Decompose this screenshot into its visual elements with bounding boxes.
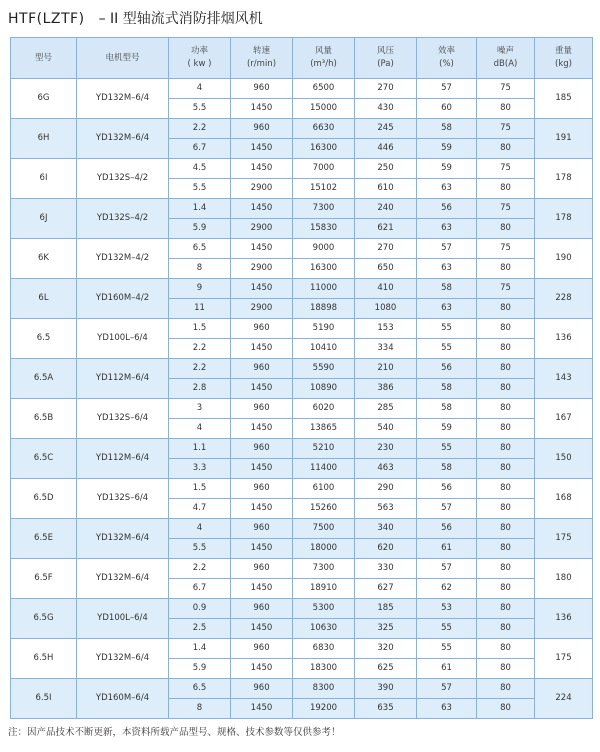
cell-speed: 960 — [231, 319, 293, 339]
cell-efficiency: 55 — [417, 639, 477, 659]
cell-efficiency: 57 — [417, 79, 477, 99]
cell-weight: 175 — [535, 639, 593, 679]
cell-airflow: 15830 — [293, 219, 355, 239]
cell-power: 1.5 — [169, 319, 231, 339]
cell-pressure: 325 — [355, 619, 417, 639]
cell-airflow: 5300 — [293, 599, 355, 619]
col-header-noise: 噪声 dB(A) — [477, 38, 535, 79]
cell-efficiency: 60 — [417, 99, 477, 119]
table-row — [11, 159, 593, 179]
col-header-model: 型号 — [11, 38, 77, 79]
cell-efficiency: 57 — [417, 499, 477, 519]
cell-motor: YD160M–4/2 — [77, 279, 169, 319]
table-row — [11, 399, 593, 419]
cell-efficiency: 63 — [417, 179, 477, 199]
cell-noise: 80 — [477, 559, 535, 579]
cell-speed: 960 — [231, 559, 293, 579]
cell-model: 6.5C — [11, 439, 77, 479]
cell-weight: 167 — [535, 399, 593, 439]
cell-pressure: 230 — [355, 439, 417, 459]
cell-pressure: 185 — [355, 599, 417, 619]
cell-pressure: 340 — [355, 519, 417, 539]
table-row — [11, 439, 593, 459]
cell-weight: 224 — [535, 679, 593, 719]
cell-airflow: 19200 — [293, 699, 355, 719]
cell-power: 4 — [169, 79, 231, 99]
cell-noise: 80 — [477, 419, 535, 439]
table-row — [11, 479, 593, 499]
cell-model: 6J — [11, 199, 77, 239]
cell-model: 6.5E — [11, 519, 77, 559]
cell-power: 4.5 — [169, 159, 231, 179]
cell-pressure: 463 — [355, 459, 417, 479]
cell-power: 5.5 — [169, 179, 231, 199]
cell-noise: 80 — [477, 179, 535, 199]
cell-noise: 80 — [477, 359, 535, 379]
cell-pressure: 620 — [355, 539, 417, 559]
cell-airflow: 6630 — [293, 119, 355, 139]
cell-noise: 75 — [477, 119, 535, 139]
cell-airflow: 7000 — [293, 159, 355, 179]
cell-power: 1.4 — [169, 639, 231, 659]
cell-power: 2.2 — [169, 119, 231, 139]
cell-power: 4 — [169, 519, 231, 539]
cell-noise: 80 — [477, 619, 535, 639]
cell-power: 6.7 — [169, 579, 231, 599]
cell-power: 4 — [169, 419, 231, 439]
cell-noise: 80 — [477, 99, 535, 119]
cell-motor: YD132M–6/4 — [77, 639, 169, 679]
cell-power: 2.2 — [169, 359, 231, 379]
page-title — [8, 8, 263, 28]
cell-model: 6.5H — [11, 639, 77, 679]
cell-airflow: 11400 — [293, 459, 355, 479]
cell-pressure: 334 — [355, 339, 417, 359]
cell-speed: 960 — [231, 119, 293, 139]
cell-efficiency: 59 — [417, 159, 477, 179]
table-row — [11, 279, 593, 299]
table-row — [11, 639, 593, 659]
cell-motor: YD132M–6/4 — [77, 519, 169, 559]
cell-motor: YD132M–4/2 — [77, 239, 169, 279]
cell-speed: 2900 — [231, 299, 293, 319]
cell-speed: 1450 — [231, 99, 293, 119]
cell-airflow: 16300 — [293, 139, 355, 159]
cell-airflow: 15260 — [293, 499, 355, 519]
cell-power: 8 — [169, 699, 231, 719]
cell-efficiency: 58 — [417, 459, 477, 479]
cell-efficiency: 55 — [417, 339, 477, 359]
cell-noise: 80 — [477, 399, 535, 419]
cell-noise: 80 — [477, 439, 535, 459]
cell-speed: 1450 — [231, 459, 293, 479]
cell-pressure: 386 — [355, 379, 417, 399]
cell-airflow: 9000 — [293, 239, 355, 259]
cell-efficiency: 55 — [417, 439, 477, 459]
cell-airflow: 18000 — [293, 539, 355, 559]
cell-power: 6.5 — [169, 679, 231, 699]
cell-power: 6.5 — [169, 239, 231, 259]
table-row — [11, 199, 593, 219]
cell-power: 0.9 — [169, 599, 231, 619]
cell-pressure: 245 — [355, 119, 417, 139]
cell-speed: 960 — [231, 639, 293, 659]
cell-speed: 960 — [231, 439, 293, 459]
table-row — [11, 119, 593, 139]
cell-weight: 191 — [535, 119, 593, 159]
cell-power: 11 — [169, 299, 231, 319]
table-header-row — [11, 38, 593, 79]
cell-power: 3 — [169, 399, 231, 419]
cell-noise: 80 — [477, 259, 535, 279]
cell-pressure: 270 — [355, 239, 417, 259]
cell-airflow: 10630 — [293, 619, 355, 639]
cell-airflow: 18300 — [293, 659, 355, 679]
cell-power: 1.1 — [169, 439, 231, 459]
title-model: HTF(LZTF) — [8, 11, 85, 27]
cell-model: 6.5G — [11, 599, 77, 639]
cell-speed: 1450 — [231, 619, 293, 639]
cell-speed: 2900 — [231, 179, 293, 199]
cell-weight: 190 — [535, 239, 593, 279]
cell-weight: 185 — [535, 79, 593, 119]
cell-model: 6.5 — [11, 319, 77, 359]
cell-efficiency: 59 — [417, 139, 477, 159]
table-body — [11, 79, 593, 719]
cell-efficiency: 56 — [417, 199, 477, 219]
cell-pressure: 621 — [355, 219, 417, 239]
cell-efficiency: 56 — [417, 359, 477, 379]
cell-speed: 1450 — [231, 699, 293, 719]
cell-power: 5.5 — [169, 99, 231, 119]
cell-airflow: 18910 — [293, 579, 355, 599]
cell-speed: 1450 — [231, 579, 293, 599]
cell-speed: 1450 — [231, 239, 293, 259]
col-header-weight: 重量 (kg) — [535, 38, 593, 79]
cell-power: 2.2 — [169, 339, 231, 359]
cell-weight: 136 — [535, 599, 593, 639]
cell-speed: 1450 — [231, 159, 293, 179]
cell-speed: 960 — [231, 359, 293, 379]
cell-noise: 80 — [477, 519, 535, 539]
cell-pressure: 285 — [355, 399, 417, 419]
cell-efficiency: 59 — [417, 419, 477, 439]
cell-motor: YD100L–6/4 — [77, 319, 169, 359]
cell-efficiency: 63 — [417, 699, 477, 719]
cell-weight: 143 — [535, 359, 593, 399]
cell-speed: 1450 — [231, 199, 293, 219]
cell-motor: YD132M–6/4 — [77, 559, 169, 599]
cell-noise: 75 — [477, 159, 535, 179]
cell-speed: 960 — [231, 79, 293, 99]
col-header-power: 功率 ( kw ) — [169, 38, 231, 79]
cell-power: 3.3 — [169, 459, 231, 479]
cell-speed: 1450 — [231, 279, 293, 299]
cell-model: 6G — [11, 79, 77, 119]
cell-power: 2.5 — [169, 619, 231, 639]
cell-airflow: 7300 — [293, 199, 355, 219]
cell-noise: 80 — [477, 699, 535, 719]
table-row — [11, 679, 593, 699]
cell-efficiency: 56 — [417, 479, 477, 499]
cell-weight: 178 — [535, 199, 593, 239]
cell-efficiency: 61 — [417, 659, 477, 679]
col-header-pressure: 风压 (Pa) — [355, 38, 417, 79]
cell-motor: YD132S–6/4 — [77, 479, 169, 519]
cell-efficiency: 58 — [417, 379, 477, 399]
cell-noise: 80 — [477, 339, 535, 359]
cell-airflow: 16300 — [293, 259, 355, 279]
cell-noise: 75 — [477, 239, 535, 259]
cell-noise: 75 — [477, 79, 535, 99]
col-header-efficiency: 效率 (%) — [417, 38, 477, 79]
cell-speed: 960 — [231, 519, 293, 539]
cell-noise: 80 — [477, 599, 535, 619]
cell-model: 6I — [11, 159, 77, 199]
table-row — [11, 359, 593, 379]
cell-efficiency: 57 — [417, 559, 477, 579]
cell-motor: YD132S–4/2 — [77, 159, 169, 199]
cell-noise: 80 — [477, 659, 535, 679]
col-header-speed: 转速 (r/min) — [231, 38, 293, 79]
cell-noise: 80 — [477, 139, 535, 159]
cell-speed: 960 — [231, 479, 293, 499]
cell-motor: YD132M–6/4 — [77, 79, 169, 119]
cell-pressure: 635 — [355, 699, 417, 719]
cell-efficiency: 63 — [417, 299, 477, 319]
table-row — [11, 519, 593, 539]
cell-power: 2.2 — [169, 559, 231, 579]
cell-speed: 2900 — [231, 219, 293, 239]
cell-efficiency: 57 — [417, 239, 477, 259]
cell-weight: 136 — [535, 319, 593, 359]
cell-power: 2.8 — [169, 379, 231, 399]
cell-noise: 80 — [477, 299, 535, 319]
cell-model: 6L — [11, 279, 77, 319]
cell-motor: YD132S–6/4 — [77, 399, 169, 439]
cell-pressure: 540 — [355, 419, 417, 439]
col-header-airflow: 风量 (m³/h) — [293, 38, 355, 79]
cell-weight: 168 — [535, 479, 593, 519]
cell-power: 5.5 — [169, 539, 231, 559]
cell-noise: 80 — [477, 639, 535, 659]
cell-airflow: 6100 — [293, 479, 355, 499]
cell-power: 8 — [169, 259, 231, 279]
cell-pressure: 290 — [355, 479, 417, 499]
cell-pressure: 627 — [355, 579, 417, 599]
cell-model: 6.5B — [11, 399, 77, 439]
cell-efficiency: 58 — [417, 279, 477, 299]
cell-speed: 960 — [231, 399, 293, 419]
cell-power: 5.9 — [169, 219, 231, 239]
cell-efficiency: 56 — [417, 519, 477, 539]
cell-speed: 1450 — [231, 139, 293, 159]
cell-model: 6.5A — [11, 359, 77, 399]
table-row — [11, 239, 593, 259]
cell-power: 5.9 — [169, 659, 231, 679]
table-row — [11, 599, 593, 619]
table-row — [11, 79, 593, 99]
cell-motor: YD132M–6/4 — [77, 119, 169, 159]
cell-model: 6.5F — [11, 559, 77, 599]
cell-model: 6K — [11, 239, 77, 279]
cell-noise: 80 — [477, 479, 535, 499]
col-header-motor: 电机型号 — [77, 38, 169, 79]
cell-efficiency: 57 — [417, 679, 477, 699]
cell-speed: 1450 — [231, 379, 293, 399]
cell-pressure: 240 — [355, 199, 417, 219]
cell-pressure: 250 — [355, 159, 417, 179]
cell-weight: 180 — [535, 559, 593, 599]
cell-motor: YD112M–6/4 — [77, 359, 169, 399]
cell-airflow: 7500 — [293, 519, 355, 539]
cell-power: 9 — [169, 279, 231, 299]
cell-pressure: 430 — [355, 99, 417, 119]
cell-efficiency: 63 — [417, 259, 477, 279]
cell-power: 4.7 — [169, 499, 231, 519]
cell-power: 6.7 — [169, 139, 231, 159]
table-row — [11, 319, 593, 339]
cell-speed: 2900 — [231, 259, 293, 279]
cell-model: 6.5I — [11, 679, 77, 719]
cell-noise: 80 — [477, 679, 535, 699]
cell-efficiency: 63 — [417, 219, 477, 239]
cell-airflow: 15102 — [293, 179, 355, 199]
cell-airflow: 10890 — [293, 379, 355, 399]
cell-noise: 80 — [477, 319, 535, 339]
cell-efficiency: 55 — [417, 319, 477, 339]
cell-noise: 80 — [477, 219, 535, 239]
cell-weight: 150 — [535, 439, 593, 479]
cell-noise: 80 — [477, 579, 535, 599]
cell-weight: 228 — [535, 279, 593, 319]
cell-speed: 960 — [231, 599, 293, 619]
cell-pressure: 610 — [355, 179, 417, 199]
cell-pressure: 446 — [355, 139, 417, 159]
footnote: 注：因产品技术不断更新，本资料所载产品型号、规格、技术参数等仅供参考！ — [8, 727, 341, 738]
cell-efficiency: 58 — [417, 399, 477, 419]
cell-efficiency: 61 — [417, 539, 477, 559]
cell-pressure: 153 — [355, 319, 417, 339]
cell-speed: 1450 — [231, 499, 293, 519]
cell-airflow: 11000 — [293, 279, 355, 299]
cell-airflow: 5210 — [293, 439, 355, 459]
cell-airflow: 8300 — [293, 679, 355, 699]
cell-airflow: 7300 — [293, 559, 355, 579]
cell-pressure: 650 — [355, 259, 417, 279]
cell-speed: 1450 — [231, 339, 293, 359]
cell-power: 1.5 — [169, 479, 231, 499]
cell-speed: 1450 — [231, 419, 293, 439]
cell-pressure: 1080 — [355, 299, 417, 319]
cell-airflow: 6020 — [293, 399, 355, 419]
cell-pressure: 390 — [355, 679, 417, 699]
cell-efficiency: 55 — [417, 619, 477, 639]
cell-motor: YD160M–6/4 — [77, 679, 169, 719]
cell-pressure: 330 — [355, 559, 417, 579]
cell-motor: YD132S–4/2 — [77, 199, 169, 239]
cell-efficiency: 53 — [417, 599, 477, 619]
cell-model: 6.5D — [11, 479, 77, 519]
cell-noise: 80 — [477, 379, 535, 399]
cell-noise: 80 — [477, 459, 535, 479]
cell-motor: YD112M–6/4 — [77, 439, 169, 479]
spec-table — [10, 37, 593, 719]
cell-airflow: 15000 — [293, 99, 355, 119]
cell-weight: 175 — [535, 519, 593, 559]
cell-pressure: 210 — [355, 359, 417, 379]
cell-noise: 75 — [477, 279, 535, 299]
title-suffix: – II 型轴流式消防排烟风机 — [98, 11, 263, 27]
cell-airflow: 6500 — [293, 79, 355, 99]
cell-airflow: 10410 — [293, 339, 355, 359]
cell-noise: 75 — [477, 199, 535, 219]
cell-model: 6H — [11, 119, 77, 159]
cell-motor: YD100L–6/4 — [77, 599, 169, 639]
cell-power: 1.4 — [169, 199, 231, 219]
cell-pressure: 320 — [355, 639, 417, 659]
cell-noise: 80 — [477, 539, 535, 559]
cell-weight: 178 — [535, 159, 593, 199]
cell-pressure: 270 — [355, 79, 417, 99]
cell-pressure: 563 — [355, 499, 417, 519]
cell-noise: 80 — [477, 499, 535, 519]
cell-pressure: 625 — [355, 659, 417, 679]
cell-airflow: 13865 — [293, 419, 355, 439]
cell-airflow: 6830 — [293, 639, 355, 659]
cell-speed: 1450 — [231, 659, 293, 679]
cell-airflow: 5190 — [293, 319, 355, 339]
cell-speed: 1450 — [231, 539, 293, 559]
cell-efficiency: 58 — [417, 119, 477, 139]
cell-efficiency: 62 — [417, 579, 477, 599]
cell-airflow: 5590 — [293, 359, 355, 379]
cell-pressure: 410 — [355, 279, 417, 299]
cell-speed: 960 — [231, 679, 293, 699]
table-row — [11, 559, 593, 579]
cell-airflow: 18898 — [293, 299, 355, 319]
